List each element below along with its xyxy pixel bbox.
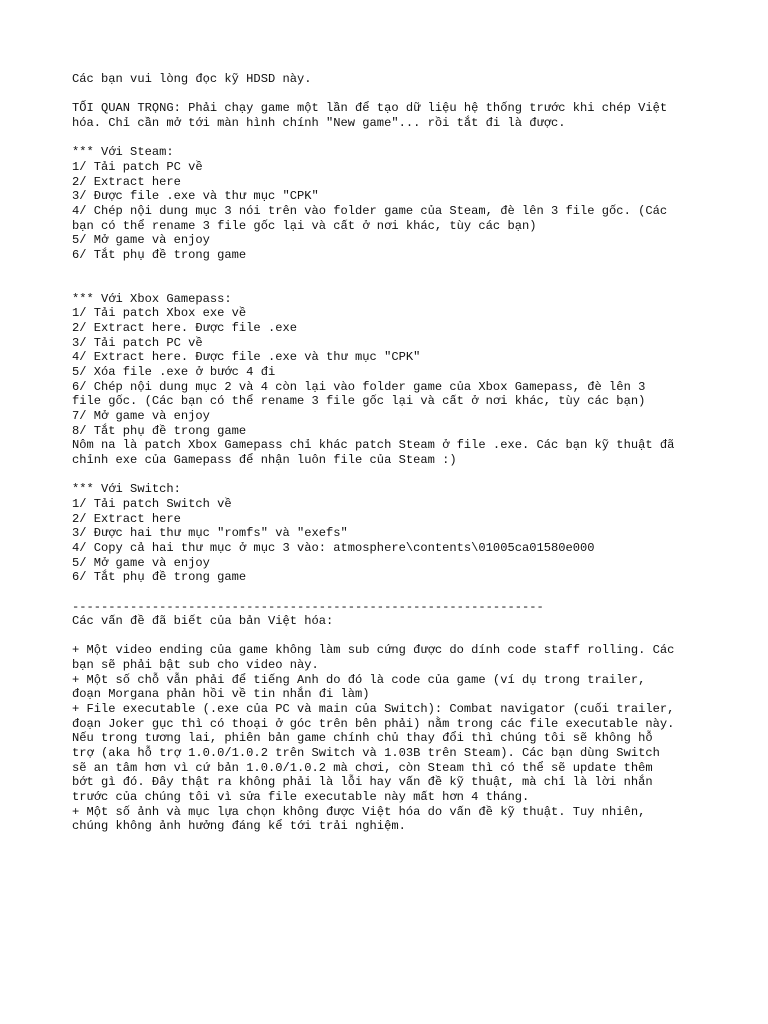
text-line: đoạn Joker gục thì có thoại ở góc trên bên phải) nằm trong các file executable này.: [72, 716, 675, 731]
text-line: bớt gì đó. Đây thật ra không phải là lỗi hay vấn đề kỹ thuật, mà chỉ là lời nhắn: [72, 775, 653, 790]
text-line: 3/ Được hai thư mục "romfs" và "exefs": [72, 526, 348, 541]
text-line: *** Với Steam:: [72, 145, 174, 160]
text-line: 8/ Tắt phụ đề trong game: [72, 423, 247, 438]
blank-line: [72, 277, 712, 292]
blank-line: [72, 87, 712, 102]
text-line: + Một số ảnh và mục lựa chọn không được Việt hóa do vấn đề kỹ thuật. Tuy nhiên,: [72, 804, 646, 819]
text-line: 2/ Extract here: [72, 174, 181, 189]
text-line: 3/ Tải patch PC về: [72, 335, 203, 350]
text-line: Các bạn vui lòng đọc kỹ HDSD này.: [72, 72, 312, 86]
text-line: 4/ Copy cả hai thư mục ở mục 3 vào: atmosphere\contents\01005ca01580e000: [72, 540, 595, 555]
blank-line: [72, 585, 712, 600]
text-line: *** Với Switch:: [72, 482, 181, 497]
text-line: 1/ Tải patch Xbox exe về: [72, 306, 247, 321]
text-line: + Một video ending của game không làm sub cứng được do dính code staff rolling. Các: [72, 643, 675, 658]
text-line: 5/ Mở game và enjoy: [72, 555, 210, 570]
text-line: chỉnh exe của Gamepass để nhận luôn file của Steam :): [72, 453, 457, 467]
text-line: 3/ Được file .exe và thư mục "CPK": [72, 189, 319, 204]
text-line: trợ (aka hỗ trợ 1.0.0/1.0.2 trên Switch và 1.03B trên Steam). Các bạn dùng Switch: [72, 746, 660, 761]
text-line: 1/ Tải patch Switch về: [72, 496, 232, 511]
text-line: 2/ Extract here. Được file .exe: [72, 321, 297, 336]
document-body: [72, 72, 712, 834]
text-line: 6/ Chép nội dung mục 2 và 4 còn lại vào folder game của Xbox Gamepass, đè lên 3: [72, 379, 646, 394]
blank-line: [72, 263, 712, 278]
text-line: 4/ Chép nội dung mục 3 nói trên vào folder game của Steam, đè lên 3 file gốc. (Các: [72, 203, 668, 218]
text-line: 1/ Tải patch PC về: [72, 159, 203, 174]
text-line: đoạn Morgana phản hồi về tin nhắn đi làm): [72, 687, 370, 702]
text-line: *** Với Xbox Gamepass:: [72, 291, 232, 306]
text-line: bạn có thể rename 3 file gốc lại và cất ở nơi khác, tùy các bạn): [72, 218, 537, 233]
text-line: sẽ an tâm hơn vì cứ bản 1.0.0/1.0.2 mà chơi, còn Steam thì có thể sẽ update thêm: [72, 760, 653, 775]
text-line: hóa. Chỉ cần mở tới màn hình chính "New game"... rồi tắt đi là được.: [72, 115, 566, 130]
text-line: file gốc. (Các bạn có thể rename 3 file gốc lại và cất ở nơi khác, tùy các bạn): [72, 394, 646, 409]
text-line: + Một số chỗ vẫn phải để tiếng Anh do đó là code của game (ví dụ trong trailer,: [72, 672, 646, 687]
text-line: Nếu trong tương lai, phiên bản game chính chủ thay đổi thì chúng tôi sẽ không hỗ: [72, 731, 653, 746]
text-line: 4/ Extract here. Được file .exe và thư mục "CPK": [72, 350, 421, 365]
text-line: + File executable (.exe của PC và main của Switch): Combat navigator (cuối trailer,: [72, 702, 675, 717]
text-line: 5/ Xóa file .exe ở bước 4 đi: [72, 365, 276, 380]
text-line: 5/ Mở game và enjoy: [72, 233, 210, 248]
text-line: Các vấn đề đã biết của bản Việt hóa:: [72, 614, 334, 629]
blank-line: [72, 468, 712, 483]
text-line: trước của chúng tôi vì sửa file executable này mất hơn 4 tháng.: [72, 790, 530, 805]
text-line: Nôm na là patch Xbox Gamepass chỉ khác patch Steam ở file .exe. Các bạn kỹ thuật đã: [72, 438, 675, 453]
text-line: chúng không ảnh hưởng đáng kể tới trải nghiệm.: [72, 819, 406, 834]
text-line: -----------------------------------------------------------------: [72, 599, 544, 614]
text-line: 6/ Tắt phụ đề trong game: [72, 570, 247, 585]
text-line: TỐI QUAN TRỌNG: Phải chạy game một lần để tạo dữ liệu hệ thống trước khi chép Việt: [72, 101, 668, 116]
blank-line: [72, 629, 712, 644]
blank-line: [72, 131, 712, 146]
text-line: 2/ Extract here: [72, 511, 181, 526]
text-line: 6/ Tắt phụ đề trong game: [72, 247, 247, 262]
text-line: bạn sẽ phải bật sub cho video này.: [72, 658, 319, 673]
text-line: 7/ Mở game và enjoy: [72, 409, 210, 424]
